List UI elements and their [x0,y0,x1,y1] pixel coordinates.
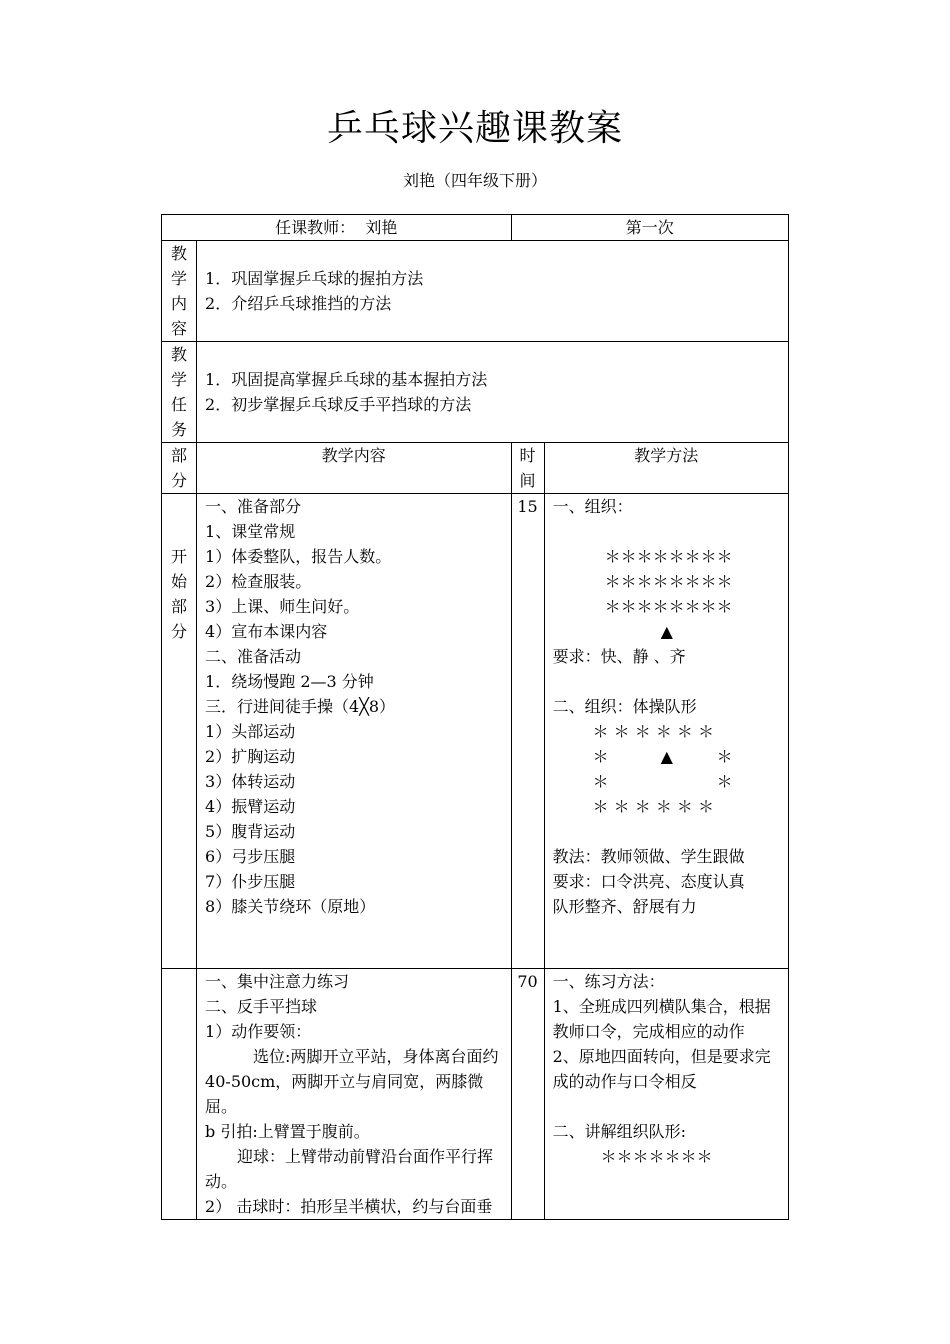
opening-part-char: 开 [171,547,188,566]
basic-content-line: 2） 击球时：拍形呈半横状，约与台面垂 [205,1197,493,1216]
opening-content-line: 3）体转运动 [205,772,296,791]
basic-method-cell [544,969,788,1220]
spacer [553,519,782,544]
method-teach: 教法：教师领做、学生跟做 [552,847,745,866]
lesson-plan-table [161,214,789,1220]
opening-content-line: 2）扩胸运动 [205,747,296,766]
basic-content-cell [197,969,511,1220]
opening-content-line: 1）头部运动 [205,722,296,741]
square-top-row: ＊ ＊ ＊ ＊ ＊ ＊ [592,722,715,741]
opening-content-cell [197,494,511,969]
method-org1: 一、组织： [552,497,633,516]
basic-time-cell: 70 [511,969,544,1220]
opening-method-cell [544,494,788,969]
square-side-left: ＊ [592,747,609,766]
opening-time-cell: 15 [511,494,544,969]
square-bottom-row: ＊ ＊ ＊ ＊ ＊ ＊ [592,797,715,816]
formation-row: ＊＊＊＊＊＊＊＊ [604,547,733,566]
square-middle-row [553,744,782,769]
teacher-marker-icon: ▲ [660,622,673,641]
square-side-right: ＊ [716,772,733,791]
task-label-cell [162,342,197,443]
column-header-row [162,443,789,494]
session-cell [511,215,788,241]
opening-content-line: 1、课堂常规 [205,522,296,541]
opening-content-line: 3）上课、师生问好。 [205,597,360,616]
formation-row: ＊＊＊＊＊＊＊ [600,1147,713,1166]
content-label-char: 学 [171,269,188,288]
page-subtitle: 刘艳（四年级下册） [402,171,547,190]
basic-method-para: 2、原地四面转向，但是要求完成的动作与口令相反 [552,1047,771,1091]
content-label-char: 教 [171,244,188,263]
teacher-label: 任课教师： 刘艳 [275,218,398,237]
header-part [162,443,197,494]
basic-method-line: 一、练习方法： [552,972,665,991]
task-label-char: 务 [171,420,188,439]
header-part-char: 部 [171,446,188,465]
section-opening-row [162,494,789,969]
content-label-cell [162,241,197,342]
content-label-char: 内 [171,294,188,313]
section-basic-row [162,969,789,1220]
basic-method-line: 二、讲解组织队形: [552,1122,686,1141]
spacer [553,819,782,844]
basic-content-para: 选位:两脚开立平站，身体离台面约 40-50cm，两脚开立与肩同宽，两膝微屈。 [205,1047,499,1116]
teacher-row [162,215,789,241]
square-middle-row [553,769,782,794]
opening-part-char: 始 [171,572,188,591]
content-row [162,241,789,342]
content-text-cell [197,241,789,342]
basic-content-line: 一、集中注意力练习 [205,972,350,991]
session-label: 第一次 [625,218,674,237]
opening-content-line: 8）膝关节绕环（原地） [205,897,376,916]
square-side-right: ＊ [716,747,733,766]
opening-part-cell [162,494,197,969]
header-content: 教学内容 [197,443,511,494]
task-line: 2．初步掌握乒乓球反手平挡球的方法 [205,395,472,414]
header-method: 教学方法 [544,443,788,494]
task-row [162,342,789,443]
method-org2: 二、组织：体操队形 [552,697,697,716]
content-label-char: 容 [171,319,188,338]
opening-content-line: 二、准备活动 [205,647,302,666]
teacher-marker-icon: ▲ [660,747,673,766]
task-text-cell [197,342,789,443]
opening-content-line: 1）体委整队，报告人数。 [205,547,392,566]
opening-content-line: 一、准备部分 [205,497,302,516]
square-side-left: ＊ [592,772,609,791]
task-label-char: 任 [171,395,188,414]
header-time [511,443,544,494]
basic-content-line: 二、反手平挡球 [205,997,318,1016]
method-req2: 要求：口令洪亮、态度认真 [552,872,745,891]
method-req1: 要求：快、静 、齐 [552,647,686,666]
opening-content-line: 2）检查服装。 [205,572,312,591]
formation-row: ＊＊＊＊＊＊＊＊ [604,597,733,616]
basic-content-para: 迎球：上臂带动前臂沿台面作平行挥动。 [205,1147,494,1191]
opening-part-char: 部 [171,597,188,616]
spacer [553,1094,782,1119]
basic-content-line: 1）动作要领： [205,1022,312,1041]
header-time-char: 时 [519,446,536,465]
opening-part-char: 分 [171,622,188,641]
task-line: 1．巩固提高掌握乒乓球的基本握拍方法 [205,370,488,389]
opening-content-line: 7）仆步压腿 [205,872,296,891]
opening-content-line: 5）腹背运动 [205,822,296,841]
content-line: 1．巩固掌握乒乓球的握拍方法 [205,269,424,288]
formation-row: ＊＊＊＊＊＊＊＊ [604,572,733,591]
method-req3: 队形整齐、舒展有力 [552,897,697,916]
header-time-char: 间 [519,471,536,490]
task-label-char: 教 [171,345,188,364]
task-label-char: 学 [171,370,188,389]
spacer [553,669,782,694]
content-line: 2．介绍乒乓球推挡的方法 [205,294,392,313]
opening-content-line: 三．行进间徒手操（4╳8） [205,697,396,716]
teacher-cell [162,215,512,241]
opening-content-line: 4）振臂运动 [205,797,296,816]
opening-content-line: 1．绕场慢跑 2—3 分钟 [205,672,374,691]
basic-part-cell [162,969,197,1220]
header-part-char: 分 [171,471,188,490]
basic-method-para: 1、全班成四列横队集合，根据教师口令，完成相应的动作 [552,997,771,1041]
page-title: 乒乓球兴趣课教案 [326,108,623,149]
opening-content-line: 6）弓步压腿 [205,847,296,866]
basic-content-line: b 引拍:上臂置于腹前。 [205,1122,370,1141]
opening-content-line: 4）宣布本课内容 [205,622,328,641]
